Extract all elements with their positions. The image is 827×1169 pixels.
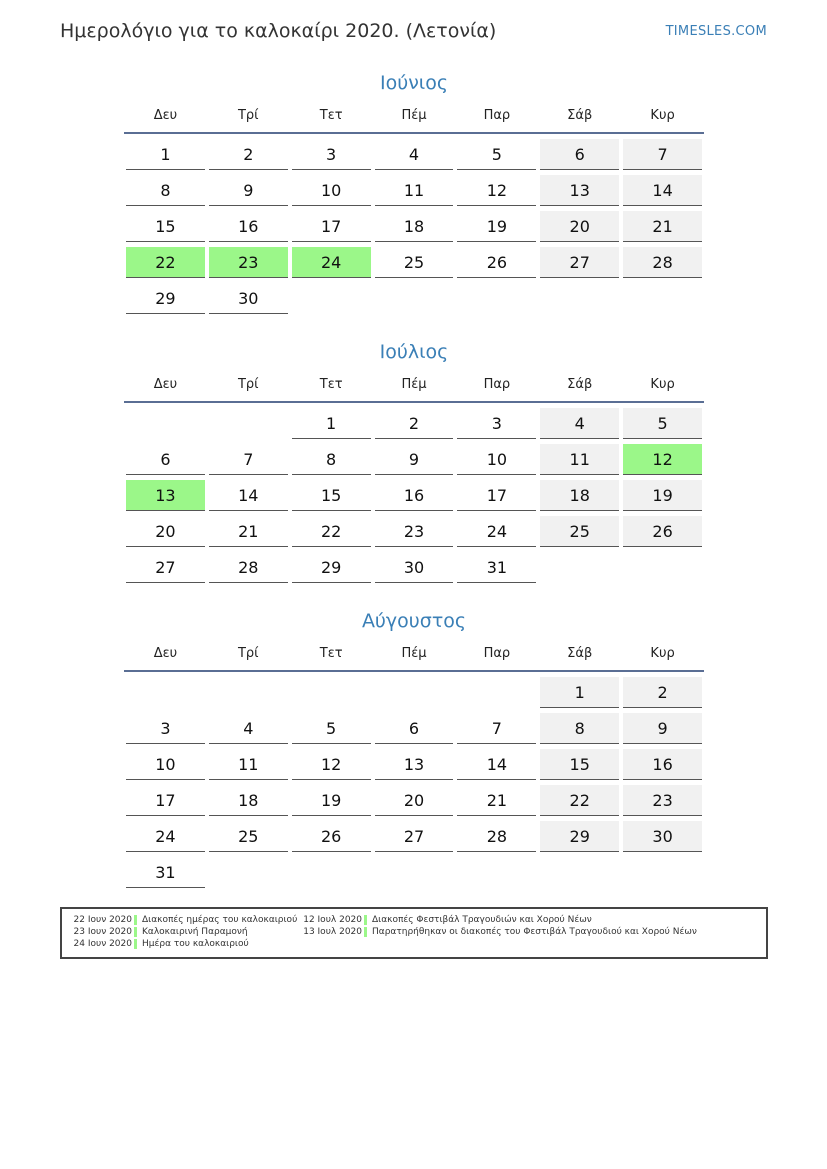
weekday-label: Πέμ: [401, 646, 427, 661]
week-row: [124, 247, 704, 283]
day-number: 13: [126, 480, 205, 511]
day-number: 12: [292, 749, 371, 780]
empty-cell-inner: [375, 857, 454, 888]
week-row: [124, 857, 704, 893]
empty-cell-inner: [540, 283, 619, 314]
day-cell[interactable]: [621, 821, 704, 857]
weekday-label: Κυρ: [650, 108, 675, 123]
day-cell[interactable]: [124, 444, 207, 480]
day-number: 26: [457, 247, 536, 278]
day-cell[interactable]: [124, 552, 207, 588]
brand-link[interactable]: TIMESLES.COM: [665, 24, 767, 39]
day-cell[interactable]: [455, 552, 538, 588]
day-number: 3: [292, 139, 371, 170]
legend-date: 13 Ιουλ 2020: [303, 927, 362, 937]
legend-item: [292, 926, 697, 938]
empty-cell-inner: [623, 552, 702, 583]
empty-cell: [290, 857, 373, 893]
empty-cell-inner: [375, 283, 454, 314]
empty-cell-inner: [375, 677, 454, 708]
day-cell[interactable]: [455, 211, 538, 247]
week-row: [124, 408, 704, 444]
day-cell[interactable]: [621, 749, 704, 785]
day-number: 24: [292, 247, 371, 278]
day-cell[interactable]: [538, 175, 621, 211]
day-cell[interactable]: [538, 677, 621, 713]
weekday-label: Δευ: [153, 646, 178, 661]
day-cell[interactable]: [290, 516, 373, 552]
day-cell[interactable]: [124, 857, 207, 893]
day-number: 10: [292, 175, 371, 206]
legend-holiday-name: Διακοπές ημέρας του καλοκαιριού: [142, 915, 298, 925]
day-number: 16: [375, 480, 454, 511]
day-number: 11: [209, 749, 288, 780]
page-title: Ημερολόγιο για το καλοκαίρι 2020. (Λετονία): [60, 20, 497, 42]
day-number: 2: [623, 677, 702, 708]
day-cell[interactable]: [621, 408, 704, 444]
empty-cell: [290, 677, 373, 713]
day-cell[interactable]: [538, 785, 621, 821]
day-cell[interactable]: [538, 211, 621, 247]
day-number: 11: [540, 444, 619, 475]
holiday-marker-icon: [134, 915, 137, 925]
day-cell[interactable]: [290, 211, 373, 247]
day-cell[interactable]: [207, 785, 290, 821]
legend-column-july: [292, 914, 697, 938]
day-cell[interactable]: [621, 785, 704, 821]
legend-item: [292, 914, 697, 926]
empty-cell-inner: [540, 552, 619, 583]
empty-cell-inner: [623, 283, 702, 314]
empty-cell: [621, 552, 704, 588]
day-number: 15: [126, 211, 205, 242]
day-cell[interactable]: [373, 552, 456, 588]
day-number: 6: [375, 713, 454, 744]
day-number: 4: [375, 139, 454, 170]
legend-holiday-name: Διακοπές Φεστιβάλ Τραγουδιών και Χορού Νέων: [372, 915, 592, 925]
week-row: [124, 444, 704, 480]
weekday-label: Σάβ: [567, 377, 593, 392]
day-number: 2: [375, 408, 454, 439]
month-title: Αύγουστος: [361, 610, 467, 632]
month-title: Ιούλιος: [379, 341, 449, 363]
weekday-label: Πέμ: [401, 108, 427, 123]
day-cell[interactable]: [373, 516, 456, 552]
day-cell[interactable]: [124, 480, 207, 516]
day-number: 31: [126, 857, 205, 888]
holiday-marker-icon: [134, 927, 137, 937]
day-cell[interactable]: [455, 444, 538, 480]
day-number: 21: [623, 211, 702, 242]
empty-cell: [124, 408, 207, 444]
day-number: 30: [209, 283, 288, 314]
day-number: 24: [457, 516, 536, 547]
day-cell[interactable]: [373, 408, 456, 444]
day-cell[interactable]: [538, 749, 621, 785]
day-cell[interactable]: [290, 713, 373, 749]
day-number: 31: [457, 552, 536, 583]
day-number: 15: [540, 749, 619, 780]
weekday-label: Κυρ: [650, 377, 675, 392]
day-number: 8: [540, 713, 619, 744]
day-number: 21: [457, 785, 536, 816]
week-row: [124, 139, 704, 175]
day-number: 3: [126, 713, 205, 744]
legend-item: [62, 926, 297, 938]
day-cell[interactable]: [290, 749, 373, 785]
day-cell[interactable]: [373, 444, 456, 480]
empty-cell-inner: [209, 677, 288, 708]
day-number: 26: [292, 821, 371, 852]
day-number: 16: [209, 211, 288, 242]
day-number: 1: [292, 408, 371, 439]
empty-cell: [124, 677, 207, 713]
day-cell[interactable]: [207, 139, 290, 175]
day-cell[interactable]: [207, 175, 290, 211]
day-cell[interactable]: [124, 247, 207, 283]
day-cell[interactable]: [373, 821, 456, 857]
day-number: 30: [623, 821, 702, 852]
day-number: 23: [375, 516, 454, 547]
day-cell[interactable]: [207, 552, 290, 588]
day-cell[interactable]: [455, 480, 538, 516]
day-number: 8: [292, 444, 371, 475]
day-number: 9: [623, 713, 702, 744]
legend-date: 24 Ιουν 2020: [73, 939, 132, 949]
day-cell[interactable]: [455, 821, 538, 857]
day-cell[interactable]: [207, 821, 290, 857]
day-cell[interactable]: [538, 713, 621, 749]
day-cell[interactable]: [290, 139, 373, 175]
day-cell[interactable]: [207, 211, 290, 247]
day-cell[interactable]: [290, 444, 373, 480]
day-number: 9: [209, 175, 288, 206]
day-number: 20: [126, 516, 205, 547]
day-cell[interactable]: [373, 175, 456, 211]
month-june: [124, 68, 704, 319]
week-row: [124, 821, 704, 857]
day-cell[interactable]: [124, 713, 207, 749]
week-row: [124, 552, 704, 588]
day-cell[interactable]: [455, 713, 538, 749]
day-number: 22: [126, 247, 205, 278]
day-number: 7: [457, 713, 536, 744]
day-cell[interactable]: [373, 480, 456, 516]
day-cell[interactable]: [538, 821, 621, 857]
day-number: 4: [540, 408, 619, 439]
month-title: Ιούνιος: [379, 72, 449, 94]
day-cell[interactable]: [538, 408, 621, 444]
day-number: 20: [540, 211, 619, 242]
day-number: 8: [126, 175, 205, 206]
day-number: 25: [540, 516, 619, 547]
legend-item: [62, 914, 297, 926]
month-july: [124, 337, 704, 588]
empty-cell: [373, 283, 456, 319]
day-cell[interactable]: [290, 821, 373, 857]
day-number: 6: [540, 139, 619, 170]
day-number: 23: [209, 247, 288, 278]
day-cell[interactable]: [124, 283, 207, 319]
day-cell[interactable]: [455, 749, 538, 785]
day-number: 24: [126, 821, 205, 852]
day-number: 29: [126, 283, 205, 314]
day-cell[interactable]: [207, 749, 290, 785]
day-cell[interactable]: [124, 785, 207, 821]
weekday-header: [124, 98, 704, 134]
day-number: 25: [209, 821, 288, 852]
day-cell[interactable]: [373, 713, 456, 749]
weekday-header: [124, 636, 704, 672]
weekday-label: Κυρ: [650, 646, 675, 661]
empty-cell-inner: [623, 857, 702, 888]
day-number: 19: [292, 785, 371, 816]
day-number: 6: [126, 444, 205, 475]
week-row: [124, 785, 704, 821]
empty-cell: [207, 677, 290, 713]
day-cell[interactable]: [290, 552, 373, 588]
empty-cell-inner: [209, 857, 288, 888]
day-cell[interactable]: [373, 785, 456, 821]
legend-holiday-name: Καλοκαιρινή Παραμονή: [142, 927, 248, 937]
day-cell[interactable]: [538, 247, 621, 283]
empty-cell: [538, 283, 621, 319]
day-number: 27: [375, 821, 454, 852]
empty-cell-inner: [292, 677, 371, 708]
day-cell[interactable]: [207, 480, 290, 516]
day-number: 2: [209, 139, 288, 170]
day-cell[interactable]: [124, 175, 207, 211]
empty-cell-inner: [457, 283, 536, 314]
day-cell[interactable]: [207, 713, 290, 749]
day-number: 28: [209, 552, 288, 583]
day-number: 9: [375, 444, 454, 475]
legend-date: 22 Ιουν 2020: [73, 915, 132, 925]
empty-cell-inner: [457, 857, 536, 888]
day-cell[interactable]: [290, 408, 373, 444]
empty-cell: [455, 677, 538, 713]
day-cell[interactable]: [621, 677, 704, 713]
holiday-marker-icon: [364, 927, 367, 937]
weekday-label: Τρί: [237, 646, 259, 661]
week-row: [124, 175, 704, 211]
week-row: [124, 480, 704, 516]
legend-holiday-name: Παρατηρήθηκαν οι διακοπές του Φεστιβάλ Τραγουδιού και Χορού Νέων: [372, 927, 697, 937]
day-cell[interactable]: [124, 821, 207, 857]
day-number: 12: [457, 175, 536, 206]
empty-cell: [373, 857, 456, 893]
week-row: [124, 713, 704, 749]
empty-cell: [538, 552, 621, 588]
weekday-label: Τετ: [319, 646, 343, 661]
day-cell[interactable]: [290, 175, 373, 211]
weekday-label: Παρ: [483, 646, 511, 661]
day-cell[interactable]: [455, 785, 538, 821]
day-number: 3: [457, 408, 536, 439]
day-cell[interactable]: [207, 444, 290, 480]
weekday-label: Δευ: [153, 108, 178, 123]
day-cell[interactable]: [207, 516, 290, 552]
day-number: 5: [457, 139, 536, 170]
day-number: 28: [623, 247, 702, 278]
day-cell[interactable]: [621, 247, 704, 283]
day-number: 28: [457, 821, 536, 852]
holiday-legend: [60, 907, 768, 959]
day-number: 4: [209, 713, 288, 744]
day-number: 14: [623, 175, 702, 206]
day-number: 23: [623, 785, 702, 816]
day-cell[interactable]: [124, 516, 207, 552]
day-number: 10: [126, 749, 205, 780]
weekday-label: Σάβ: [567, 108, 593, 123]
day-number: 14: [209, 480, 288, 511]
day-number: 7: [209, 444, 288, 475]
day-number: 18: [540, 480, 619, 511]
weekday-label: Σάβ: [567, 646, 593, 661]
legend-date: 23 Ιουν 2020: [73, 927, 132, 937]
legend-holiday-name: Ημέρα του καλοκαιριού: [142, 939, 249, 949]
day-cell[interactable]: [373, 211, 456, 247]
empty-cell: [621, 283, 704, 319]
day-number: 18: [209, 785, 288, 816]
week-row: [124, 677, 704, 713]
weekday-label: Τρί: [237, 377, 259, 392]
day-cell[interactable]: [621, 211, 704, 247]
day-number: 19: [623, 480, 702, 511]
empty-cell-inner: [209, 408, 288, 439]
day-number: 12: [623, 444, 702, 475]
day-number: 16: [623, 749, 702, 780]
weekday-label: Τρί: [237, 108, 259, 123]
holiday-marker-icon: [134, 939, 137, 949]
day-cell[interactable]: [124, 139, 207, 175]
day-number: 1: [126, 139, 205, 170]
week-row: [124, 516, 704, 552]
legend-item: [62, 938, 297, 950]
weekday-label: Τετ: [319, 108, 343, 123]
day-cell[interactable]: [455, 247, 538, 283]
empty-cell: [207, 857, 290, 893]
empty-cell: [373, 677, 456, 713]
day-cell[interactable]: [538, 444, 621, 480]
day-number: 13: [540, 175, 619, 206]
month-august: [124, 606, 704, 893]
day-cell[interactable]: [621, 139, 704, 175]
weekday-label: Πέμ: [401, 377, 427, 392]
empty-cell: [621, 857, 704, 893]
week-row: [124, 211, 704, 247]
day-number: 10: [457, 444, 536, 475]
day-number: 17: [292, 211, 371, 242]
day-number: 20: [375, 785, 454, 816]
empty-cell-inner: [457, 677, 536, 708]
weekday-header: [124, 367, 704, 403]
weekday-label: Τετ: [319, 377, 343, 392]
day-cell[interactable]: [455, 408, 538, 444]
day-number: 19: [457, 211, 536, 242]
empty-cell: [455, 283, 538, 319]
day-number: 25: [375, 247, 454, 278]
day-cell[interactable]: [207, 247, 290, 283]
day-number: 21: [209, 516, 288, 547]
day-cell[interactable]: [538, 139, 621, 175]
day-cell[interactable]: [373, 139, 456, 175]
day-cell[interactable]: [538, 480, 621, 516]
day-cell[interactable]: [621, 175, 704, 211]
day-cell[interactable]: [373, 749, 456, 785]
empty-cell-inner: [292, 857, 371, 888]
weekday-label: Παρ: [483, 108, 511, 123]
day-number: 11: [375, 175, 454, 206]
day-cell[interactable]: [621, 516, 704, 552]
empty-cell: [455, 857, 538, 893]
empty-cell-inner: [126, 677, 205, 708]
day-number: 30: [375, 552, 454, 583]
day-cell[interactable]: [455, 516, 538, 552]
day-cell[interactable]: [621, 713, 704, 749]
day-cell[interactable]: [290, 785, 373, 821]
day-cell[interactable]: [290, 480, 373, 516]
empty-cell-inner: [292, 283, 371, 314]
empty-cell-inner: [540, 857, 619, 888]
day-number: 26: [623, 516, 702, 547]
day-number: 5: [292, 713, 371, 744]
day-number: 5: [623, 408, 702, 439]
day-number: 13: [375, 749, 454, 780]
day-cell[interactable]: [373, 247, 456, 283]
day-number: 27: [540, 247, 619, 278]
empty-cell-inner: [126, 408, 205, 439]
day-number: 29: [292, 552, 371, 583]
empty-cell: [538, 857, 621, 893]
day-cell[interactable]: [621, 480, 704, 516]
day-cell[interactable]: [207, 283, 290, 319]
day-number: 15: [292, 480, 371, 511]
day-cell[interactable]: [455, 139, 538, 175]
legend-date: 12 Ιουλ 2020: [303, 915, 362, 925]
week-row: [124, 749, 704, 785]
day-cell[interactable]: [124, 211, 207, 247]
day-number: 14: [457, 749, 536, 780]
day-cell[interactable]: [538, 516, 621, 552]
day-cell[interactable]: [621, 444, 704, 480]
day-number: 7: [623, 139, 702, 170]
day-number: 18: [375, 211, 454, 242]
day-cell[interactable]: [290, 247, 373, 283]
empty-cell: [290, 283, 373, 319]
day-number: 29: [540, 821, 619, 852]
day-number: 22: [292, 516, 371, 547]
holiday-marker-icon: [364, 915, 367, 925]
day-number: 17: [126, 785, 205, 816]
weekday-label: Παρ: [483, 377, 511, 392]
legend-column-june: [62, 914, 297, 950]
day-number: 17: [457, 480, 536, 511]
day-cell[interactable]: [455, 175, 538, 211]
day-number: 1: [540, 677, 619, 708]
weekday-label: Δευ: [153, 377, 178, 392]
day-number: 22: [540, 785, 619, 816]
day-cell[interactable]: [124, 749, 207, 785]
empty-cell: [207, 408, 290, 444]
day-number: 27: [126, 552, 205, 583]
week-row: [124, 283, 704, 319]
